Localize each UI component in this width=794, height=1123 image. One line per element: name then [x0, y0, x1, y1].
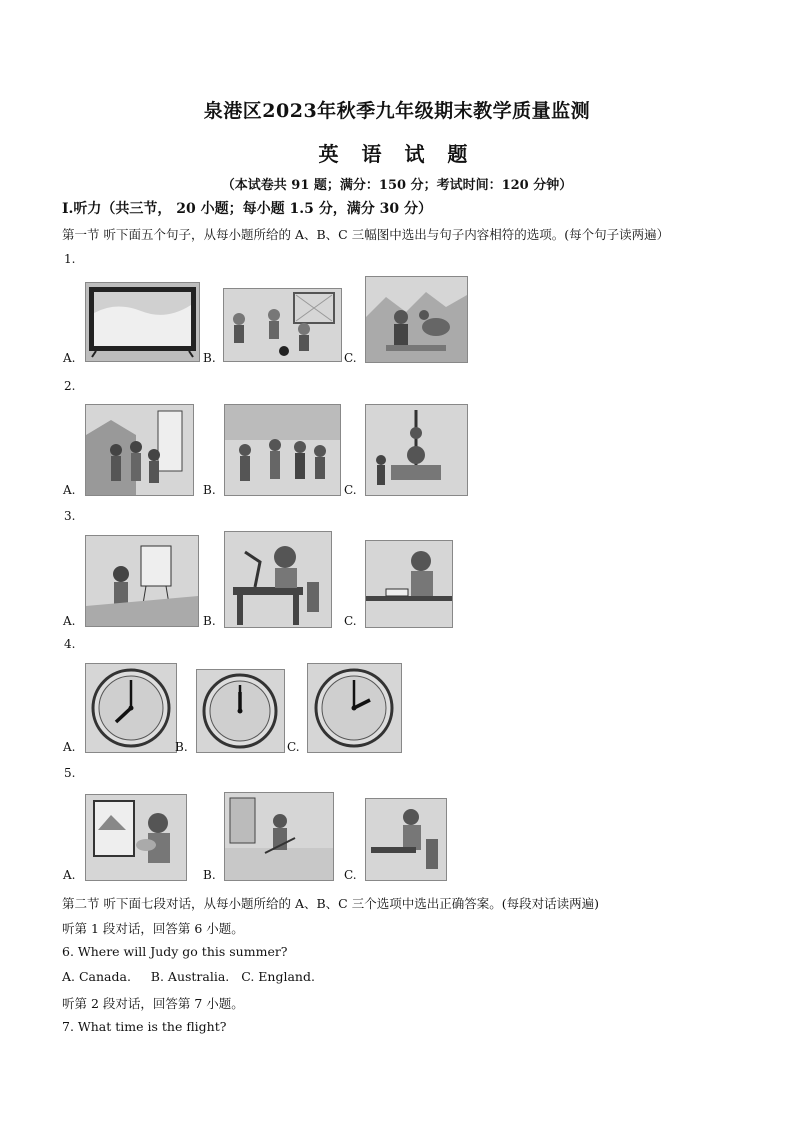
people-animals-picture	[365, 276, 468, 363]
clock-picture	[85, 663, 177, 753]
question-number: 2.	[64, 379, 76, 393]
option-label: C.	[344, 483, 357, 497]
man-cleaning-picture	[224, 792, 334, 881]
dialog1-intro: 听第 1 段对话，回答第 6 小题。	[62, 921, 244, 936]
question-6-options: A. Canada. B. Australia. C. England.	[62, 969, 315, 984]
woman-desk-picture	[224, 531, 332, 628]
clock-picture	[196, 669, 285, 753]
exam-title: 泉港区2023年秋季九年级期末教学质量监测	[203, 100, 591, 122]
part2-instruction: 第二节 听下面七段对话，从每小题所给的 A、B、C 三个选项中选出正确答案。(每段对话读两遍)	[62, 896, 599, 911]
option-label: C.	[344, 868, 357, 882]
section-heading: Ⅰ.听力（共三节， 20 小题；每小题 1.5 分，满分 30 分）	[62, 201, 432, 217]
subject-title: 英 语 试 题	[318, 142, 476, 166]
option-label: C.	[287, 740, 300, 754]
exam-info: （本试卷共 91 题；满分：150 分；考试时间：120 分钟）	[221, 178, 573, 193]
question-number: 4.	[64, 637, 76, 651]
option-label: A.	[63, 351, 76, 365]
man-painting-picture	[85, 794, 187, 881]
group-at-sign-picture	[85, 404, 194, 496]
option-label: C.	[344, 614, 357, 628]
man-at-desk-picture	[365, 798, 447, 881]
girl-painting-picture	[85, 535, 199, 627]
question-number: 1.	[64, 252, 76, 266]
option-label: A.	[63, 483, 76, 497]
option-label: B.	[203, 351, 216, 365]
option-label: A.	[63, 614, 76, 628]
option-label: A.	[63, 868, 76, 882]
part1-instruction: 第一节 听下面五个句子，从每小题所给的 A、B、C 三幅图中选出与句子内容相符的选项。(每个句子读两遍）	[62, 227, 670, 242]
option-label: C.	[344, 351, 357, 365]
option-label: B.	[175, 740, 188, 754]
option-label: B.	[203, 614, 216, 628]
tv-picture	[85, 282, 200, 362]
group-outdoor-picture	[224, 404, 341, 496]
question-6: 6. Where will Judy go this summer?	[62, 944, 288, 959]
woman-writing-picture	[365, 540, 453, 628]
option-label: B.	[203, 868, 216, 882]
question-number: 3.	[64, 509, 76, 523]
clock-picture	[307, 663, 402, 753]
kids-soccer-picture	[223, 288, 342, 362]
question-7: 7. What time is the flight?	[62, 1019, 227, 1034]
tower-picture	[365, 404, 468, 496]
question-number: 5.	[64, 766, 76, 780]
dialog2-intro: 听第 2 段对话，回答第 7 小题。	[62, 996, 244, 1011]
option-label: A.	[63, 740, 76, 754]
option-label: B.	[203, 483, 216, 497]
